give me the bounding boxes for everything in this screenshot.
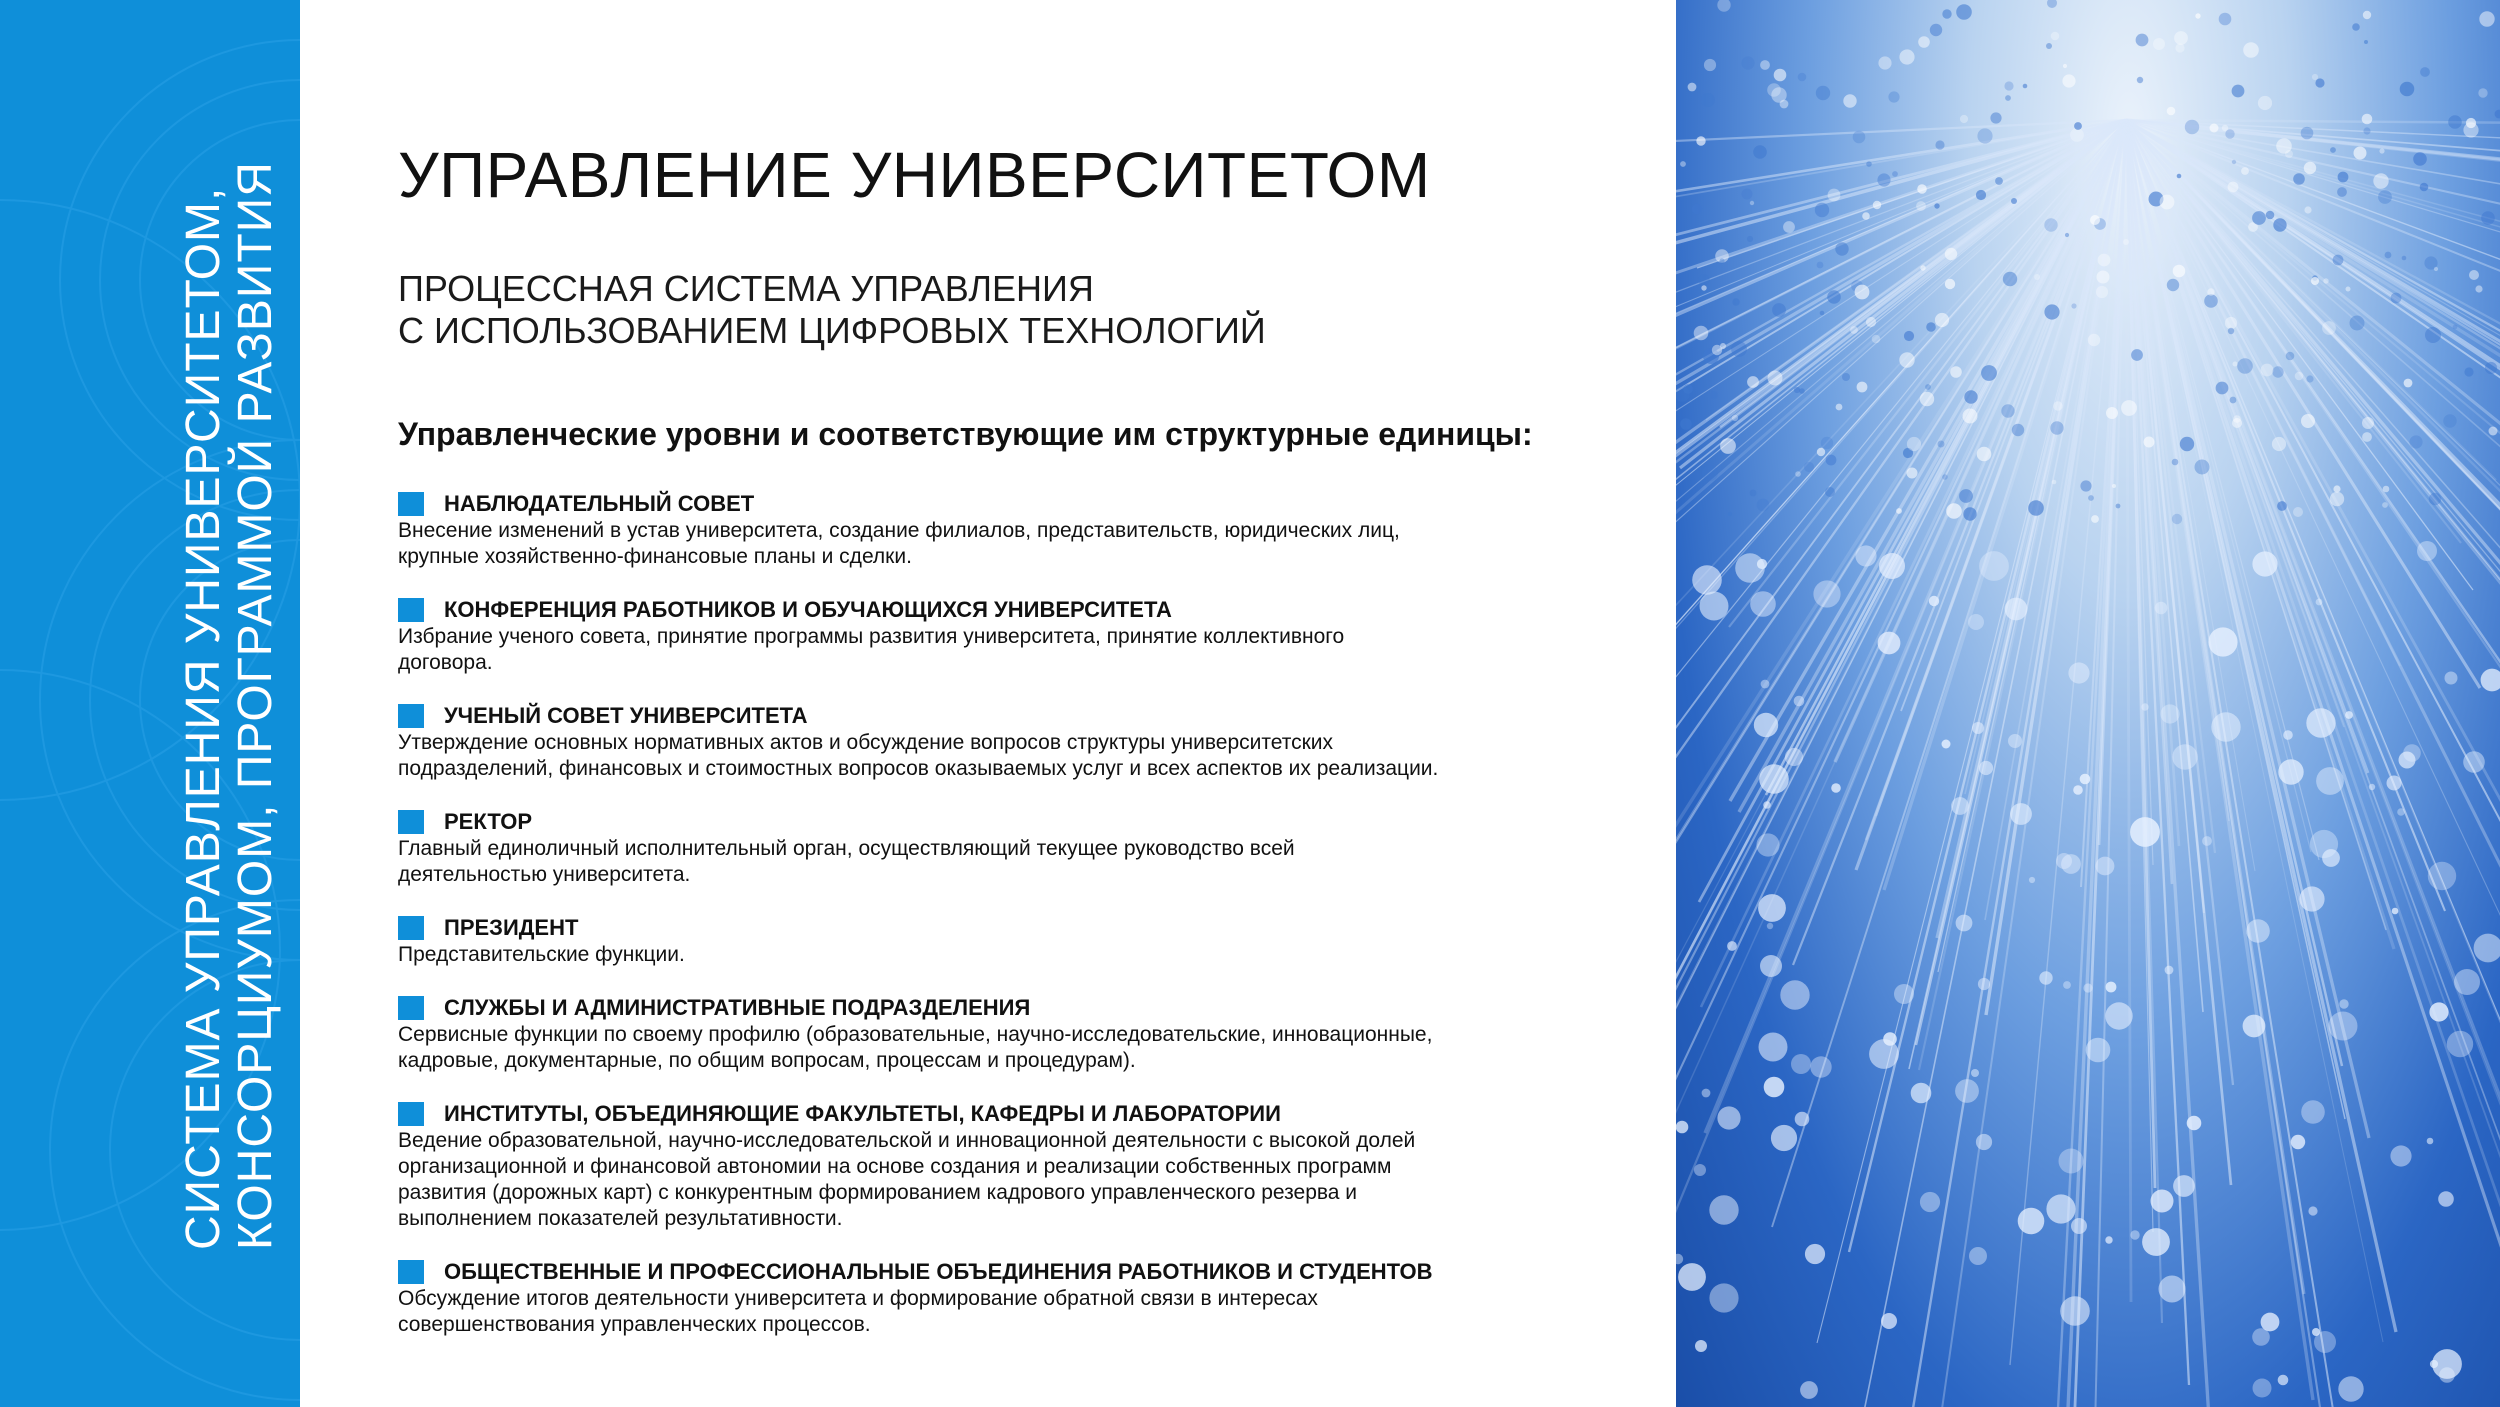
description-line: кадровые, документарные, по общим вопросам, процессам и процедурам). <box>398 1049 1136 1072</box>
description-line: совершенствования управленческих процессов. <box>398 1313 871 1336</box>
fiber-optic-photo <box>1676 0 2500 1407</box>
list-item-description <box>398 1128 1658 1232</box>
description-line: Обсуждение итогов деятельности университета и формирование обратной связи в интересах <box>398 1287 1318 1310</box>
description-line: Главный единоличный исполнительный орган, осуществляющий текущее руководство всей <box>398 837 1295 860</box>
list-item-header <box>398 596 1658 624</box>
description-line: Внесение изменений в устав университета, создание филиалов, представительств, юридических лиц, <box>398 519 1400 542</box>
sidebar <box>0 0 300 1407</box>
list-item-header <box>398 702 1658 730</box>
section-heading: Управленческие уровни и соответствующие им структурные единицы: <box>398 416 1533 452</box>
description-line: Представительские функции. <box>398 943 685 966</box>
sidebar-title-line-2: КОНСОРЦИУМОМ, ПРОГРАММОЙ РАЗВИТИЯ <box>229 161 282 1250</box>
description-line: Сервисные функции по своему профилю (образовательные, научно-исследовательские, инновационные, <box>398 1023 1433 1046</box>
list-item <box>398 1100 1658 1232</box>
square-bullet-icon <box>398 810 424 834</box>
list-item-header <box>398 914 1658 942</box>
list-item-description <box>398 730 1658 782</box>
fiber-optic-image <box>1676 0 2500 1407</box>
list-item-description <box>398 518 1658 570</box>
description-line: подразделений, финансовых и стоимостных вопросов оказываемых услуг и всех аспектов их реализации. <box>398 757 1439 780</box>
governance-levels-list <box>398 490 1658 1364</box>
list-item-description <box>398 942 1658 968</box>
list-item-header <box>398 490 1658 518</box>
list-item-header <box>398 994 1658 1022</box>
square-bullet-icon <box>398 704 424 728</box>
description-line: развития (дорожных карт) с конкурентным формированием кадрового управленческого резерва и <box>398 1181 1358 1204</box>
page-title: УПРАВЛЕНИЕ УНИВЕРСИТЕТОМ <box>398 139 1431 211</box>
page-subtitle <box>398 268 1266 352</box>
square-bullet-icon <box>398 1102 424 1126</box>
description-line: деятельностью университета. <box>398 863 691 886</box>
list-item-title: КОНФЕРЕНЦИЯ РАБОТНИКОВ И ОБУЧАЮЩИХСЯ УНИВЕРСИТЕТА <box>444 597 1172 622</box>
list-item <box>398 808 1658 888</box>
list-item-title: ПРЕЗИДЕНТ <box>444 915 579 940</box>
description-line: договора. <box>398 651 493 674</box>
description-line: Утверждение основных нормативных актов и обсуждение вопросов структуры университетских <box>398 731 1334 754</box>
list-item-title: ОБЩЕСТВЕННЫЕ И ПРОФЕССИОНАЛЬНЫЕ ОБЪЕДИНЕНИЯ РАБОТНИКОВ И СТУДЕНТОВ <box>444 1259 1433 1284</box>
square-bullet-icon <box>398 996 424 1020</box>
sidebar-title-line-1: СИСТЕМА УПРАВЛЕНИЯ УНИВЕРСИТЕТОМ, <box>177 186 230 1250</box>
list-item-header <box>398 808 1658 836</box>
list-item-description <box>398 836 1658 888</box>
square-bullet-icon <box>398 1260 424 1284</box>
sidebar-vertical-title <box>177 161 282 1250</box>
list-item-title: СЛУЖБЫ И АДМИНИСТРАТИВНЫЕ ПОДРАЗДЕЛЕНИЯ <box>444 995 1031 1020</box>
description-line: Избрание ученого совета, принятие программы развития университета, принятие коллективного <box>398 625 1345 648</box>
list-item <box>398 490 1658 570</box>
description-line: выполнением показателей результативности. <box>398 1207 843 1230</box>
list-item-header <box>398 1258 1658 1286</box>
list-item-description <box>398 624 1658 676</box>
description-line: крупные хозяйственно-финансовые планы и сделки. <box>398 545 912 568</box>
list-item <box>398 914 1658 968</box>
square-bullet-icon <box>398 492 424 516</box>
list-item-description <box>398 1286 1658 1338</box>
list-item <box>398 1258 1658 1338</box>
subtitle-line-1: ПРОЦЕССНАЯ СИСТЕМА УПРАВЛЕНИЯ <box>398 268 1094 309</box>
square-bullet-icon <box>398 916 424 940</box>
list-item <box>398 994 1658 1074</box>
description-line: Ведение образовательной, научно-исследовательской и инновационной деятельности с высокой долей <box>398 1129 1416 1152</box>
subtitle-line-2: С ИСПОЛЬЗОВАНИЕМ ЦИФРОВЫХ ТЕХНОЛОГИЙ <box>398 310 1266 351</box>
list-item <box>398 596 1658 676</box>
list-item <box>398 702 1658 782</box>
list-item-title: УЧЕНЫЙ СОВЕТ УНИВЕРСИТЕТА <box>444 703 808 728</box>
list-item-header <box>398 1100 1658 1128</box>
square-bullet-icon <box>398 598 424 622</box>
list-item-title: НАБЛЮДАТЕЛЬНЫЙ СОВЕТ <box>444 491 755 516</box>
description-line: организационной и финансовой автономии на основе создания и реализации собственных программ <box>398 1155 1392 1178</box>
list-item-description <box>398 1022 1658 1074</box>
list-item-title: РЕКТОР <box>444 809 532 834</box>
list-item-title: ИНСТИТУТЫ, ОБЪЕДИНЯЮЩИЕ ФАКУЛЬТЕТЫ, КАФЕДРЫ И ЛАБОРАТОРИИ <box>444 1101 1281 1126</box>
